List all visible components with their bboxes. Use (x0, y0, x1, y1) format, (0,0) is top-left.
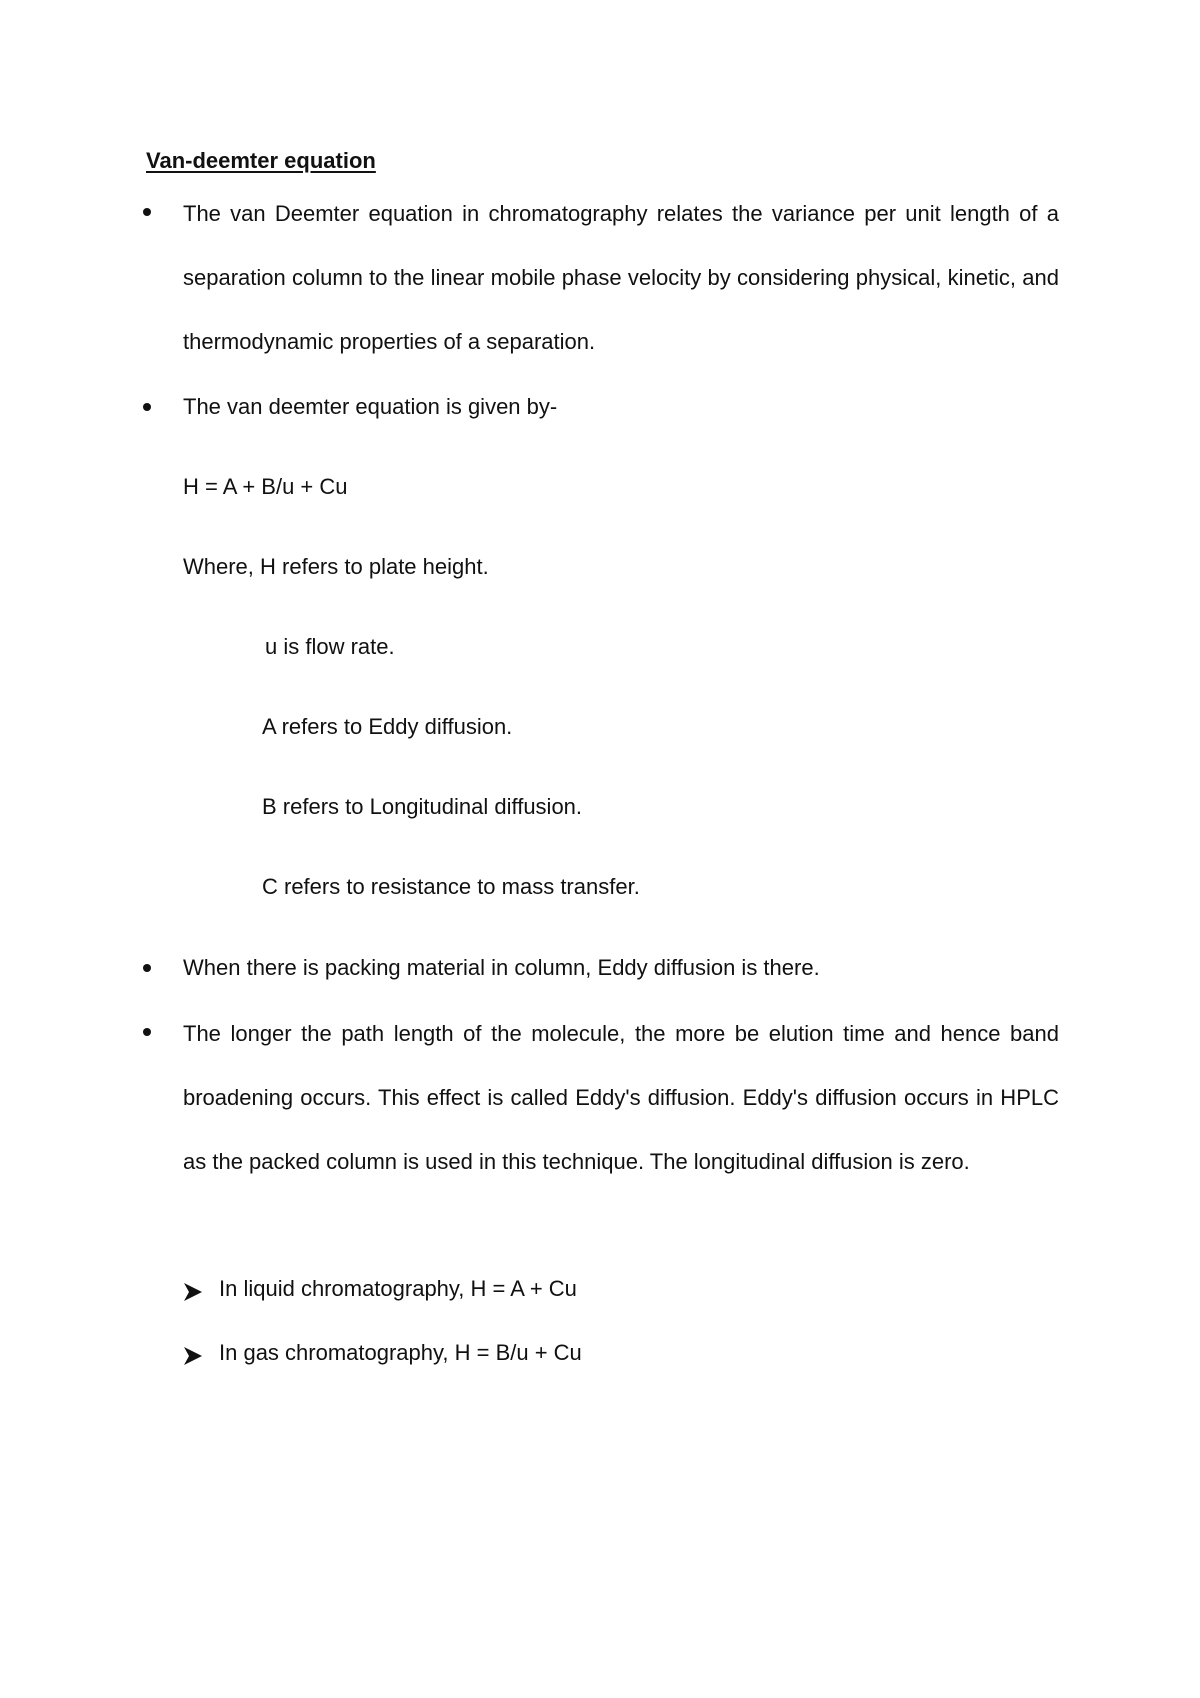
definition-c: C refers to resistance to mass transfer. (262, 874, 640, 899)
bullet-paragraph-given-by: The van deemter equation is given by- (183, 394, 558, 419)
bullet-paragraph-eddy: The longer the path length of the molecule, the more be elution time and hence band broadening occurs. This effect is called Eddy's diffusion. Eddy's diffusion occurs in HPLC as the packed column is used in this technique. The longitudinal diffusion is zero. (183, 1021, 1059, 1174)
bullet-marker (143, 403, 151, 411)
bullet-marker (143, 208, 151, 216)
sub-bullet-gas: In gas chromatography, H = B/u + Cu (219, 1340, 582, 1365)
definition-a: A refers to Eddy diffusion. (262, 714, 513, 739)
definition-u: u is flow rate. (265, 634, 395, 659)
bullet-paragraph-packing: When there is packing material in column, Eddy diffusion is there. (183, 955, 820, 980)
definition-b: B refers to Longitudinal diffusion. (262, 794, 583, 819)
bullet-marker (143, 964, 151, 972)
bullet-marker (143, 1028, 151, 1036)
bullet-paragraph-definition: The van Deemter equation in chromatography relates the variance per unit length of a separation column to the linear mobile phase velocity by considering physical, kinetic, and thermodynamic properties of a separation. (183, 201, 1059, 354)
sub-bullet-liquid: In liquid chromatography, H = A + Cu (219, 1276, 577, 1301)
arrowhead-bullet-icon (182, 1281, 204, 1303)
where-line: Where, H refers to plate height. (183, 554, 489, 579)
arrowhead-bullet-icon (182, 1345, 204, 1367)
equation: H = A + B/u + Cu (183, 474, 348, 499)
document-title: Van-deemter equation (146, 148, 376, 173)
